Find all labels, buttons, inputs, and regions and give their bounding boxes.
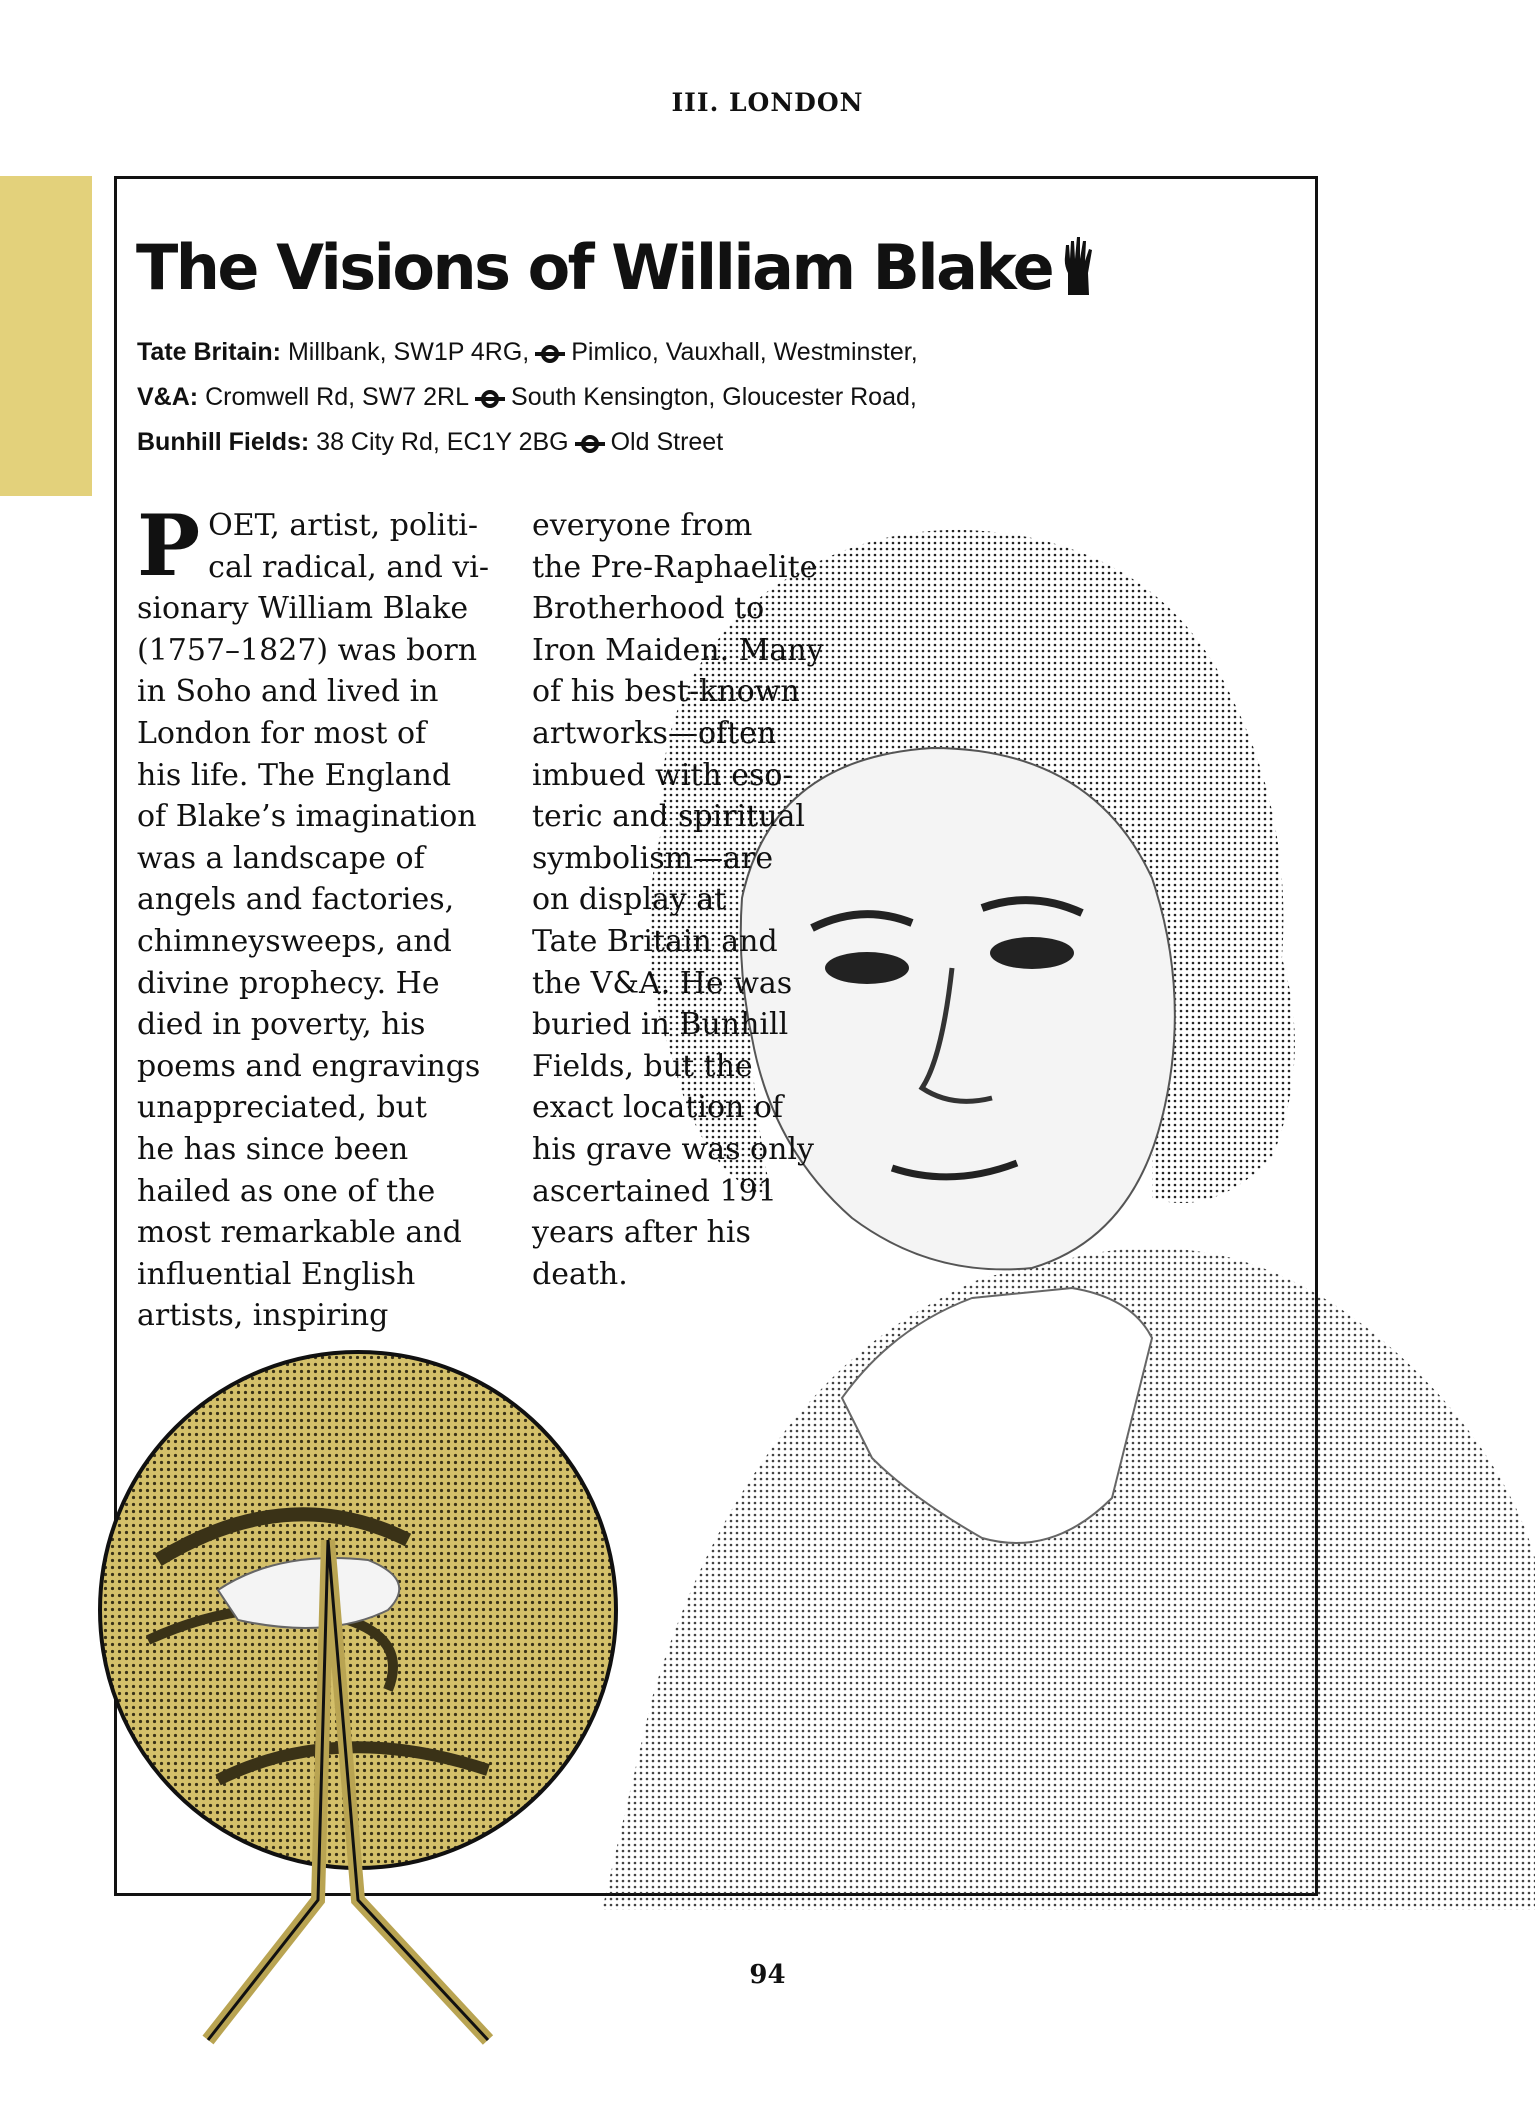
location-name: Bunhill Fields:: [137, 428, 310, 456]
article-title-text: The Visions of William Blake: [136, 231, 1053, 304]
location-va: [137, 377, 1287, 422]
location-name: V&A:: [137, 383, 199, 411]
location-address: 38 City Rd, EC1Y 2BG: [316, 428, 569, 456]
page-number: 94: [749, 1960, 786, 1990]
location-address: Cromwell Rd, SW7 2RL: [205, 383, 470, 411]
medallion-illustration: [88, 1340, 648, 2050]
locations-block: [137, 332, 1287, 467]
body-column-2: everyone from the Pre-Raphaelite Brotherhood to Iron Maiden. Many of his best-known artworks—often imbued with eso- teric and spiritual symbolism—are on display at Tate Britain and the V&A. He was buried in Bunhill Fields, but the exact location of his grave was only ascertained 191 years after his death.: [532, 508, 824, 1292]
body-column-1: [137, 496, 532, 1337]
location-name: Tate Britain:: [137, 338, 281, 366]
hand-icon: [1062, 235, 1096, 316]
article-title: [136, 228, 1096, 316]
body-column-1-text: OET, artist, politi- cal radical, and vi- sionary William Blake (1757–1827) was born in Soho and lived in London for most of his life. The England of Blake’s imagination was a landscape of angels and factories, chimneysweeps, and divine prophecy. He died in poverty, his poems and engravings unappreciated, but he has since been hailed as one of the most remarkable and influential English artists, inspiring: [137, 508, 489, 1334]
underground-roundel-icon: [575, 426, 605, 467]
underground-roundel-icon: [535, 336, 565, 377]
running-head: III. LONDON: [671, 88, 864, 117]
location-tate: [137, 332, 1287, 377]
chapter-side-tab: [0, 176, 92, 496]
location-bunhill: [137, 422, 1287, 467]
location-stations: Pimlico, Vauxhall, Westminster,: [571, 338, 918, 366]
underground-roundel-icon: [475, 381, 505, 422]
location-stations: Old Street: [610, 428, 724, 456]
dropcap: P: [137, 496, 201, 595]
location-address: Millbank, SW1P 4RG,: [287, 338, 530, 366]
location-stations: South Kensington, Gloucester Road,: [511, 383, 917, 411]
